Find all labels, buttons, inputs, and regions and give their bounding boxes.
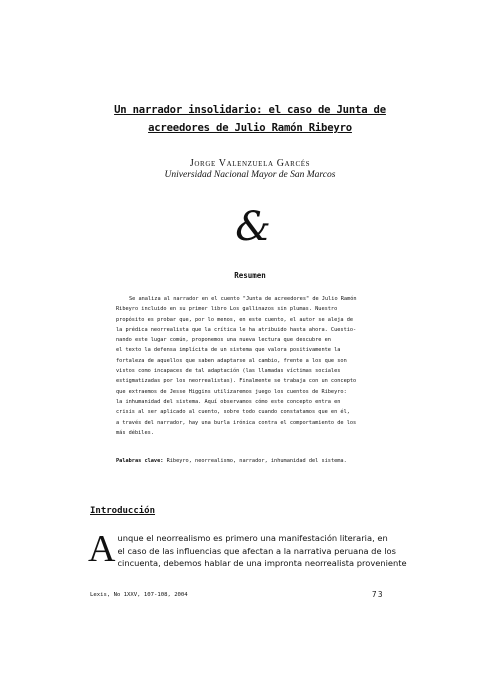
ornament-glyph: & (235, 205, 271, 247)
abstract-line: la inhumanidad del sistema. Aquí observamos cómo este concepto entra en (116, 398, 341, 405)
author-name: Jorge Valenzuela Garcés (189, 158, 311, 169)
ampersand-ornament-icon (223, 205, 283, 247)
abstract-line: la prédica neorrealista que la crítica le ha atribuido hasta ahora. Cuestio- (116, 326, 357, 333)
page-number: 73 (372, 590, 385, 599)
abstract-line: crisis al ser aplicado al cuento, sobre todo cuando constatamos que en él, (116, 409, 350, 416)
abstract-line: Ribeyro incluido en su primer libro Los gallinazos sin plumas. Nuestro (116, 306, 338, 313)
abstract-line: estigmatizadas por los neorrealistas). Finalmente se trabaja con un concepto (116, 378, 357, 385)
abstract-line: fortaleza de aquellos que saben adaptarse al cambio, frente a los que son (116, 357, 347, 364)
footer-citation: Lexis, No 1XXV, 107-108, 2004 (90, 592, 188, 598)
abstract-line: más débiles. (116, 429, 154, 436)
abstract-body (116, 294, 388, 438)
abstract-line: a través del narrador, hay una burla irónica contra el comportamiento de los (116, 419, 357, 426)
section-heading: Introducción (90, 506, 156, 516)
body-line: unque el neorrealismo es primero una manifestación literaria, en (117, 533, 388, 543)
drop-cap: A (88, 528, 116, 570)
abstract-line: nando este lugar común, proponemos una nueva lectura que descubre en (116, 337, 331, 344)
title-line-2: acreedores de Julio Ramón Ribeyro (148, 122, 352, 134)
body-line: cincuenta, debemos hablar de una impronta neorrealista proveniente (117, 558, 407, 569)
abstract-line: vistos como incapaces de tal adaptación (las llamadas víctimas sociales (116, 368, 341, 375)
keywords-label: Palabras clave: (116, 458, 164, 464)
title-line-1: Un narrador insolidario: el caso de Junta de (114, 104, 386, 116)
abstract-heading: Resumen (234, 271, 266, 280)
abstract-line: que extraemos de Jesse Higgins utilizaremos juego los cuentos de Ribeyro: (116, 388, 347, 395)
keywords (116, 458, 388, 464)
author-affiliation: Universidad Nacional Mayor de San Marcos (164, 170, 336, 180)
body-paragraph (88, 528, 410, 570)
abstract-line: Se analiza al narrador en el cuento "Junta de acreedores" de Julio Ramón (129, 296, 357, 302)
body-line: el caso de las influencias que afectan a la narrativa peruana de los (117, 545, 396, 556)
abstract-line: el texto la defensa implícita de un sistema que valora positivamente la (116, 347, 341, 354)
keywords-text: Ribeyro, neorrealismo, narrador, inhumanidad del sistema. (166, 458, 347, 464)
abstract-line: propósito es probar que, por lo menos, en este cuento, el autor se aleja de (116, 316, 354, 323)
article-title (60, 101, 440, 137)
